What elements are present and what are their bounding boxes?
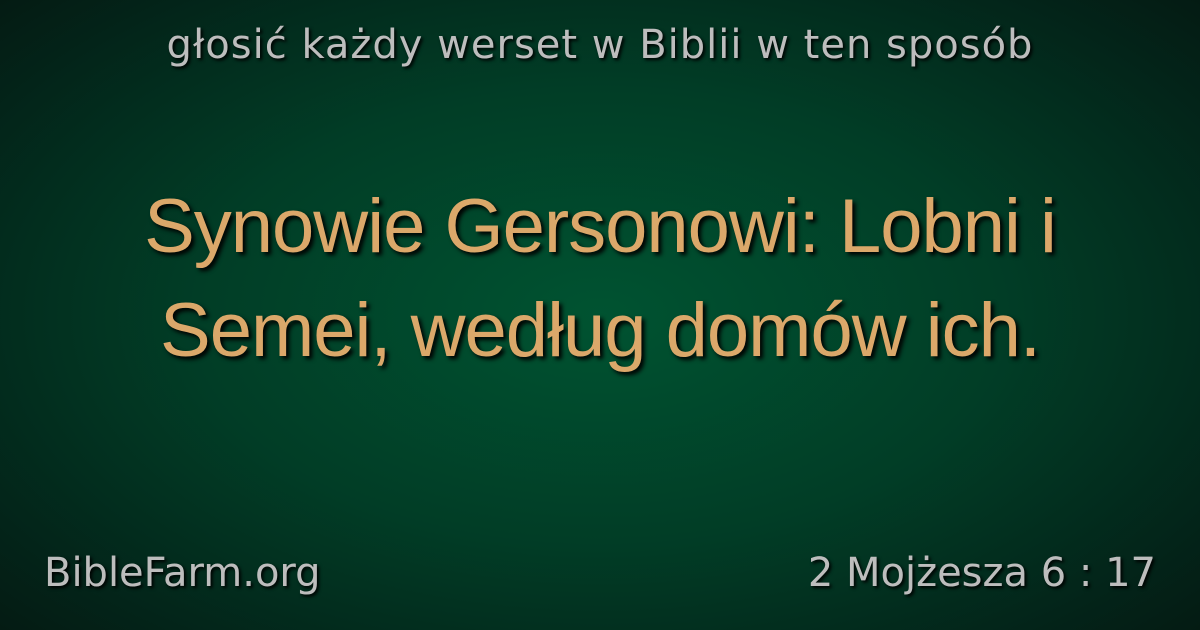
verse-text — [40, 175, 1160, 383]
site-brand: BibleFarm.org — [44, 550, 321, 596]
verse-line-2: Semei, według domów ich. — [160, 288, 1040, 373]
tagline: głosić każdy werset w Biblii w ten sposób — [166, 22, 1034, 68]
verse-line-1: Synowie Gersonowi: Lobni i — [144, 184, 1056, 269]
verse-reference: 2 Mojżesza 6 : 17 — [807, 550, 1156, 596]
